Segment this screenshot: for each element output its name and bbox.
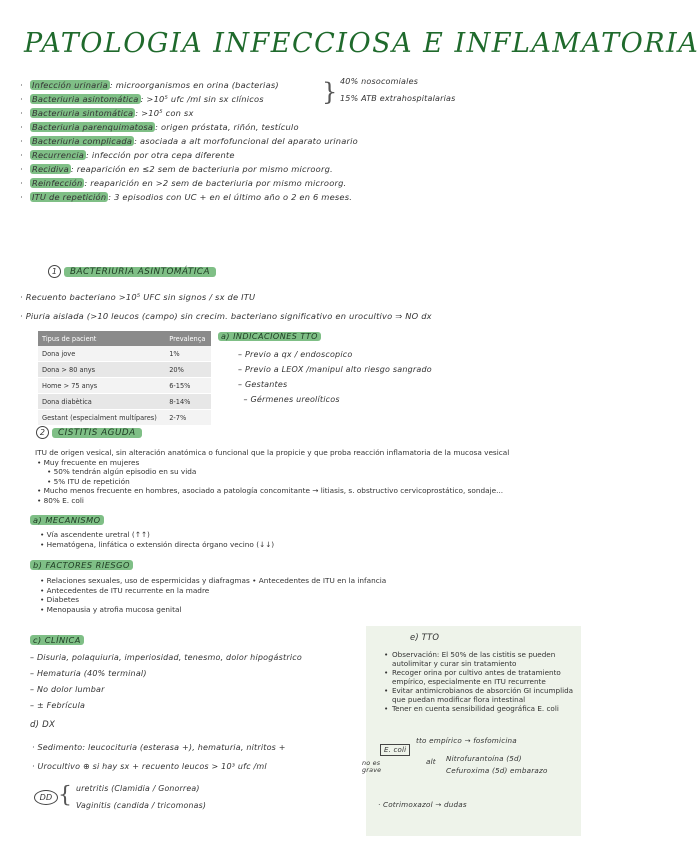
clinica-title: c) CLÍNICA [30, 635, 84, 645]
list-item: • 50% tendrán algún episodio en su vida [47, 467, 197, 477]
list-item: Vaginitis (candida / tricomonas) [76, 801, 207, 810]
table-row: Gestant (especialment multípares) 2-7% [38, 410, 211, 426]
indications-title: a) INDICACIONES TTO [218, 332, 321, 341]
definition: : microorganismos en orina (bacterias) [109, 80, 279, 90]
table-row: Dona jove 1% [38, 346, 211, 362]
section-title: CISTITIS AGUDA [52, 428, 142, 438]
term: Recidiva [32, 164, 69, 174]
list-item: • Muy frecuente en mujeres [37, 457, 140, 467]
list-item: – Gestantes [238, 380, 288, 389]
alt-list [446, 753, 548, 777]
list-item: • Relaciones sexuales, uso de espermicidas y diafragmas • Antecedentes de ITU en la infancia [40, 576, 387, 585]
list-item: · ITU de repetición : 3 episodios con UC + en el último año o 2 en 6 meses. [20, 192, 353, 202]
brace-note: 15% ATB extrahospitalarias [340, 94, 456, 103]
definitions-list [20, 78, 585, 204]
table-row: Dona > 80 anys 20% [38, 362, 211, 378]
list-item: Cefuroxima (5d) embarazo [446, 766, 548, 775]
definition: : >10⁵ ufc /ml sin sx clínicos [140, 94, 264, 104]
list-item: • Tener en cuenta sensibilidad geográfica E. coli [392, 704, 574, 713]
term: Reinfección [32, 178, 83, 188]
list-item: · Recuento bacteriano >10⁵ UFC sin signos / sx de ITU [20, 292, 256, 302]
definition: : reaparición en ≤2 sem de bacteriuria por mismo microorg. [70, 164, 333, 174]
list-item: – No dolor lumbar [30, 685, 105, 694]
list-item: · Recidiva : reaparición en ≤2 sem de bacteriuria por mismo microorg. [20, 164, 333, 174]
term: Bacteriuria parenquimatosa [32, 122, 154, 132]
factores-title: b) FACTORES RIESGO [30, 560, 133, 570]
list-item: • Evitar antimicrobianos de absorción GI incumplida que puedan modificar flora intestinal [392, 686, 574, 704]
table-row: Dona diabètica 8-14% [38, 394, 211, 410]
section1-bullets [20, 288, 432, 326]
list-item: · Bacteriuria asintomática : >10⁵ ufc /ml sin sx clínicos [20, 94, 264, 104]
tto-list [378, 650, 574, 713]
definition: : >10⁵ con sx [135, 108, 194, 118]
list-item: · Urocultivo ⊕ si hay sx + recuento leucos > 10³ ufc /ml [32, 762, 267, 771]
list-item: · Sedimento: leucocituria (esterasa +), hematuria, nitritos + [32, 743, 286, 752]
table-header: Tipus de pacient [38, 331, 165, 346]
indications-list [238, 347, 432, 407]
definition: : infección por otra cepa diferente [86, 150, 235, 160]
list-item: – Previo a LEOX /manipul alto riesgo sangrado [238, 365, 432, 374]
list-item: • Hematógena, linfática o extensión directa órgano vecino (↓↓) [40, 539, 275, 549]
page-title: PATOLOGIA INFECCIOSA E INFLAMATORIA [24, 28, 699, 59]
table-header: Prevalença [165, 331, 211, 346]
ecoli-box: E. coli [380, 744, 410, 756]
dd-circle: DD [34, 790, 58, 805]
list-item: – Disuria, polaquiuria, imperiosidad, tenesmo, dolor hipogástrico [30, 653, 302, 662]
list-item: • Mucho menos frecuente en hombres, asociado a patología concomitante → litiasis, s. obstructivo cervicoprostático, sondaje... [37, 486, 504, 496]
mecanismo-title: a) MECANISMO [30, 515, 104, 525]
treatment-box [362, 626, 581, 836]
brace-symbol: { [58, 783, 72, 808]
list-item: uretritis (Clamidia / Gonorrea) [76, 784, 200, 793]
cotrimoxazol-note: · Cotrimoxazol → dudas [378, 800, 467, 809]
term: ITU de repetición [32, 192, 107, 202]
list-item: – Gérmenes ureolíticos [238, 395, 340, 404]
clinica-list [30, 650, 302, 714]
list-item: · Bacteriuria parenquimatosa : origen próstata, riñón, testículo [20, 122, 299, 132]
factores-list [40, 576, 386, 614]
list-item: • Antecedentes de ITU recurrente en la madre [40, 585, 210, 595]
list-item: – ± Febrícula [30, 701, 86, 710]
prevalence-table [38, 331, 211, 426]
dx-list [32, 738, 286, 776]
list-item: · Infección urinaria : microorganismos en orina (bacterias) [20, 80, 279, 90]
tto-title: e) TTO [410, 632, 440, 642]
definition: : origen próstata, riñón, testículo [155, 122, 299, 132]
list-item: · Piuria aislada (>10 leucos (campo) sin crecim. bacteriano significativo en urocultivo ⇒ NO dx [20, 311, 432, 321]
brace-note: 40% nosocomiales [340, 77, 419, 86]
intro-text: ITU de origen vesical, sin alteración anatómica o funcional que la propicie y que proba reacción inflamatoria de la mucosa vesical [35, 448, 510, 457]
tto-empirico: tto empírico → fosfomicina [416, 736, 517, 745]
list-item: Nitrofurantoína (5d) [446, 754, 522, 763]
list-item: – Previo a qx / endoscopico [238, 350, 353, 359]
section-title: BACTERIURIA ASINTOMÁTICA [64, 267, 216, 277]
term: Recurrencia [32, 150, 85, 160]
list-item: • 5% ITU de repetición [47, 476, 130, 486]
list-item: – Hematuria (40% terminal) [30, 669, 147, 678]
list-item: · Reinfección : reaparición en >2 sem de bacteriuria por mismo microorg. [20, 178, 347, 188]
list-item: • Observación: El 50% de las cistitis se pueden autolimitar y curar sin tratamiento [392, 650, 574, 668]
section-heading [48, 265, 216, 278]
definition: : 3 episodios con UC + en el último año o 2 en 6 meses. [108, 192, 353, 202]
mecanismo-list [40, 530, 274, 549]
list-item: · Recurrencia : infección por otra cepa diferente [20, 150, 235, 160]
table-row: Home > 75 anys 6-15% [38, 378, 211, 394]
list-item: • Recoger orina por cultivo antes de tratamiento empírico, especialmente en ITU recurrente [392, 668, 574, 686]
list-item: • 80% E. coli [37, 495, 84, 505]
term: Bacteriuria complicada [32, 136, 133, 146]
list-item: · Bacteriuria complicada : asociada a alt morfofuncional del aparato urinario [20, 136, 358, 146]
no-grave-note: no es grave [362, 759, 382, 774]
section-heading [36, 426, 142, 439]
alt-label: alt [426, 757, 436, 766]
dd-list [76, 780, 206, 814]
list-item: • Diabetes [40, 595, 80, 605]
list-item: • Menopausia y atrofia mucosa genital [40, 604, 182, 614]
list-item: · Bacteriuria sintomática : >10⁵ con sx [20, 108, 194, 118]
section-number: 1 [48, 265, 61, 278]
dx-title: d) DX [30, 720, 56, 730]
section-number: 2 [36, 426, 49, 439]
definition: : asociada a alt morfofuncional del aparato urinario [134, 136, 358, 146]
list-item: • Vía ascendente uretral (↑↑) [40, 530, 150, 539]
term: Infección urinaria [32, 80, 108, 90]
term: Bacteriuria asintomática [32, 94, 139, 104]
section2-body [35, 448, 580, 506]
term: Bacteriuria sintomática [32, 108, 134, 118]
definition: : reaparición en >2 sem de bacteriuria por mismo microorg. [84, 178, 347, 188]
brace-symbol: } [322, 78, 338, 106]
